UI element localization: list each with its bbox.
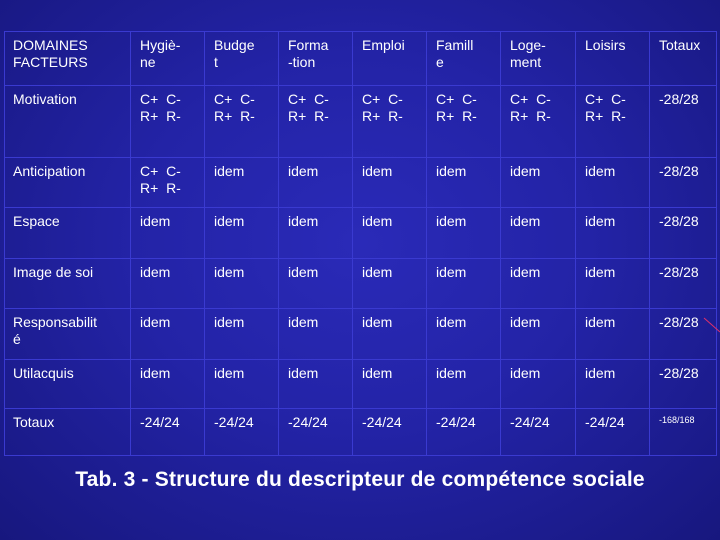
column-header [501,32,576,86]
table-cell: idem [427,158,501,208]
table-cell [131,158,205,208]
cell-text: FACTEURS [13,54,88,70]
table-cell: idem [205,360,279,409]
column-total: -24/24 [131,409,205,456]
cell-text: Budge [214,37,255,53]
cr-line-2: R+ R- [140,180,181,196]
cr-line-2: R+ R- [288,108,329,124]
cr-line-1: C+ C- [436,91,477,107]
table-cell: idem [576,158,650,208]
table-caption: Tab. 3 - Structure du descripteur de compétence sociale [75,468,645,491]
column-total: -24/24 [279,409,353,456]
table-cell: idem [501,259,576,309]
table-cell: idem [501,158,576,208]
cell-text: ment [510,54,542,70]
cell-text: Famill [436,37,474,53]
column-header [353,32,427,86]
totals-label: Totaux [5,409,131,456]
cr-line-2: R+ R- [585,108,626,124]
table-cell: idem [131,309,205,360]
row-label [5,259,131,309]
row-total: -28/28 [650,360,717,409]
table-cell: idem [353,309,427,360]
cell-text: Utilacquis [13,365,74,381]
cr-line-1: C+ C- [585,91,626,107]
cr-line-2: R+ R- [140,108,181,124]
row-label [5,86,131,158]
table-cell: idem [131,208,205,259]
cr-line-2: R+ R- [362,108,403,124]
cell-text: Motivation [13,91,77,107]
header-row [5,32,717,86]
cr-line-2: R+ R- [436,108,477,124]
column-total: -24/24 [205,409,279,456]
cell-text: DOMAINES [13,37,88,53]
table-cell: idem [279,208,353,259]
column-header [650,32,717,86]
row-label [5,208,131,259]
cell-text: t [214,54,218,70]
cell-text: Espace [13,213,60,229]
row-total: -28/28 [650,259,717,309]
cr-line-1: C+ C- [362,91,403,107]
cell-text: Loisirs [585,37,626,53]
cell-text: Anticipation [13,163,86,179]
table-cell: idem [427,259,501,309]
table-cell [501,86,576,158]
table-cell: idem [353,208,427,259]
cell-text: Responsabilit [13,314,98,330]
table-row [5,259,717,309]
table-cell [279,86,353,158]
table-cell: idem [205,158,279,208]
table-cell: idem [279,259,353,309]
row-label [5,158,131,208]
table-cell [205,86,279,158]
column-total: -24/24 [353,409,427,456]
cr-line-2: R+ R- [214,108,255,124]
table-cell: idem [205,259,279,309]
table-cell: idem [205,208,279,259]
table-cell: idem [576,309,650,360]
table-cell: idem [205,309,279,360]
table-cell: idem [501,309,576,360]
table-cell: idem [279,309,353,360]
cell-text: é [13,331,21,347]
row-total: -28/28 [650,158,717,208]
column-header [279,32,353,86]
column-total: -24/24 [427,409,501,456]
row-total: -28/28 [650,309,717,360]
column-total: -24/24 [501,409,576,456]
table-cell: idem [427,309,501,360]
cell-text: Loge- [510,37,546,53]
table-cell: idem [353,259,427,309]
table-cell: idem [427,360,501,409]
row-total: -28/28 [650,208,717,259]
table-cell: idem [576,208,650,259]
column-header [576,32,650,86]
table-row [5,208,717,259]
table-cell: idem [501,208,576,259]
cell-text: Image de soi [13,264,94,280]
cr-line-2: R+ R- [510,108,551,124]
table-cell [427,86,501,158]
table-cell: idem [279,158,353,208]
cr-line-1: C+ C- [214,91,255,107]
row-label [5,309,131,360]
cell-text: Emploi [362,37,405,53]
totals-row [5,409,717,456]
grand-total: -168/168 [650,409,717,456]
table-cell: idem [279,360,353,409]
column-header [205,32,279,86]
competence-table [4,31,717,456]
cell-text: ne [140,54,156,70]
table-cell [576,86,650,158]
table-cell: idem [501,360,576,409]
table-row [5,86,717,158]
table-cell [353,86,427,158]
table-cell: idem [131,360,205,409]
column-header [427,32,501,86]
cell-text: Totaux [659,37,701,53]
cell-text: e [436,54,444,70]
table-row [5,158,717,208]
cell-text: Forma [288,37,329,53]
cr-line-1: C+ C- [140,163,181,179]
table-row [5,360,717,409]
table-cell: idem [576,259,650,309]
table-cell: idem [131,259,205,309]
row-label [5,360,131,409]
cr-line-1: C+ C- [510,91,551,107]
table-cell: idem [576,360,650,409]
table-cell: idem [353,360,427,409]
table-cell: idem [353,158,427,208]
column-total: -24/24 [576,409,650,456]
table-cell: idem [427,208,501,259]
column-header [5,32,131,86]
row-total: -28/28 [650,86,717,158]
table-row [5,309,717,360]
column-header [131,32,205,86]
cell-text: -tion [288,54,316,70]
cr-line-1: C+ C- [140,91,181,107]
cell-text: Hygiè- [140,37,181,53]
cr-line-1: C+ C- [288,91,329,107]
table-cell [131,86,205,158]
